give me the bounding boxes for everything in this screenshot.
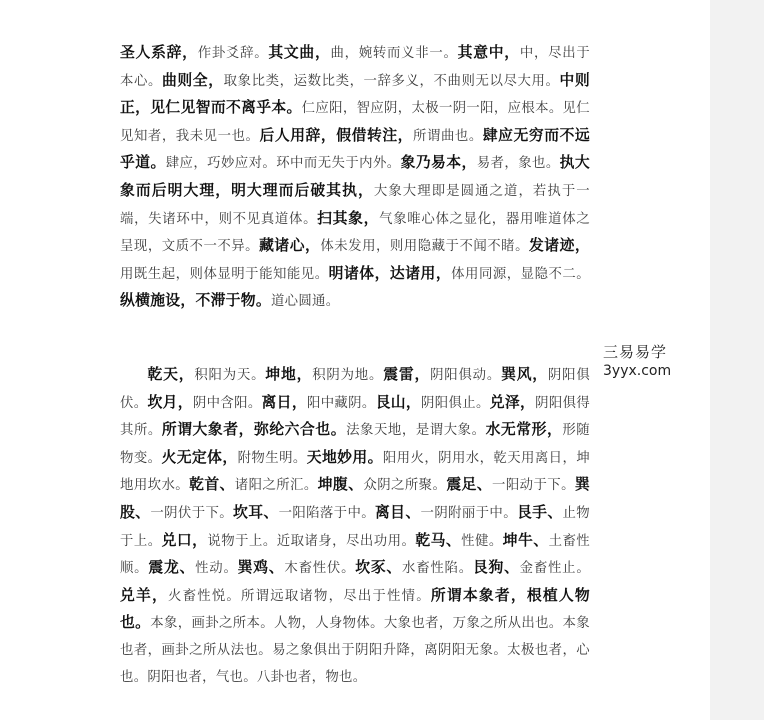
bold-phrase: 其文曲， xyxy=(268,44,331,61)
commentary-text: 止物于上。 xyxy=(120,505,590,549)
bold-phrase: 震雷， xyxy=(383,366,431,383)
commentary-text: 积阳为天。 xyxy=(194,368,266,383)
bold-phrase: 兑羊， xyxy=(120,586,169,604)
commentary-text: 一阴伏于下。 xyxy=(150,505,234,521)
commentary-text: 肆应，巧妙应对。环中而无失于内外。 xyxy=(165,156,401,172)
commentary-text: 火畜性悦。所谓远取诸物，尽出于性情。 xyxy=(168,588,431,604)
bold-phrase: 乾马、 xyxy=(415,531,462,549)
bold-phrase: 圣人系辞， xyxy=(120,44,198,61)
bold-phrase: 扫其象， xyxy=(317,209,380,227)
commentary-text: 大象大理即是圆通之道，若执于一端，失诸环中，则不见真道体。 xyxy=(120,183,590,227)
bold-phrase: 曲则全， xyxy=(162,71,224,89)
bold-phrase: 艮山， xyxy=(375,393,422,411)
bold-phrase: 坤牛、 xyxy=(502,531,549,549)
commentary-text: 阴阳俱伏。 xyxy=(120,368,591,411)
commentary-text: 一阴附丽于中。 xyxy=(420,505,517,521)
commentary-text: 体用同源，显隐不二。 xyxy=(451,266,591,282)
bold-phrase: 藏诸心， xyxy=(259,237,321,255)
commentary-text: 阳中藏阴。 xyxy=(306,395,376,411)
commentary-text: 一阳陷落于中。 xyxy=(278,505,375,521)
commentary-text: 仁应阳，智应阴，太极一阴一阳，应根本。见仁见知者，我未见一也。 xyxy=(120,101,590,144)
bold-phrase: 坎豕、 xyxy=(355,559,403,577)
commentary-text: 取象比类，运数比类，一辞多义，不曲则无以尽大用。 xyxy=(223,73,560,89)
commentary-text: 阴阳俱止。 xyxy=(421,395,490,411)
bold-phrase: 兑口， xyxy=(161,531,208,549)
bold-phrase: 发诸迹， xyxy=(528,237,591,255)
commentary-text: 气象唯心体之显化，器用唯道体之呈现，文质不一不异。 xyxy=(120,211,591,255)
commentary-text: 所谓曲也。 xyxy=(413,128,483,144)
bold-phrase: 离日， xyxy=(261,393,307,411)
commentary-text: 土畜性顺。 xyxy=(120,533,590,577)
commentary-text: 木畜性伏。 xyxy=(284,561,356,577)
commentary-text: 性健。 xyxy=(461,533,503,549)
bold-phrase: 执大象而后明大理，明大理而后破其执， xyxy=(120,154,590,199)
bold-phrase: 水无常形， xyxy=(485,421,563,439)
watermark-title: 三易易学 xyxy=(603,343,668,361)
paragraph-2 xyxy=(120,362,590,691)
bold-phrase: 纵横施设，不滞于物。 xyxy=(120,292,271,310)
bold-phrase: 离目、 xyxy=(375,503,421,521)
paragraph-1 xyxy=(120,40,590,316)
right-margin-strip xyxy=(710,0,764,720)
commentary-text: 阳用火，阴用水，乾天用离日，坤地用坎水。 xyxy=(120,450,591,494)
bold-phrase: 其意中， xyxy=(457,44,520,61)
bold-phrase: 艮手、 xyxy=(516,503,563,521)
bold-phrase: 乾首、 xyxy=(189,476,235,494)
bold-phrase: 艮狗、 xyxy=(472,559,520,577)
commentary-text: 积阴为地。 xyxy=(312,368,384,383)
commentary-text: 金畜性止。 xyxy=(519,561,591,577)
commentary-text: 用既生起，则体显明于能知能见。 xyxy=(120,266,329,282)
commentary-text: 水畜性陷。 xyxy=(402,561,473,577)
commentary-text: 道心圆通。 xyxy=(270,294,340,310)
bold-phrase: 中则正，见仁见智而不离乎本。 xyxy=(120,71,590,117)
commentary-text: 法象天地，是谓大象。 xyxy=(346,423,486,439)
watermark-url: 3yyx.com xyxy=(603,363,672,379)
bold-phrase: 巽股、 xyxy=(120,476,591,521)
bold-phrase: 坤地， xyxy=(265,366,313,383)
commentary-text: 中，尽出于本心。 xyxy=(120,46,591,89)
bold-phrase: 明诸体，达诸用， xyxy=(328,264,452,282)
bold-phrase: 天地妙用。 xyxy=(306,448,383,466)
commentary-text: 阴阳俱动。 xyxy=(430,368,502,383)
bold-phrase: 乾天， xyxy=(147,366,195,383)
commentary-text: 作卦爻辞。 xyxy=(197,46,269,61)
bold-phrase: 震足、 xyxy=(446,476,492,494)
bold-phrase: 所谓本象者，根植人物也。 xyxy=(120,586,590,632)
commentary-text: 阴阳俱得其所。 xyxy=(120,395,591,439)
bold-phrase: 巽鸡、 xyxy=(237,559,285,577)
commentary-text: 一阳动于下。 xyxy=(492,478,575,494)
commentary-text: 形随物变。 xyxy=(120,423,590,466)
commentary-text: 附物生明。 xyxy=(237,450,307,466)
commentary-text: 性动。 xyxy=(195,561,238,577)
bold-phrase: 巽风， xyxy=(501,366,548,383)
bold-phrase: 兑泽， xyxy=(489,393,536,411)
commentary-text: 阴中含阳。 xyxy=(192,395,262,411)
commentary-text: 本象，画卦之所本。人物，人身物体。大象也者，万象之所从出也。本象也者，画卦之所从法也。易之象俱出于阴阳升降，离阴阳无象。太极也者，心也。阴阳也者，气也。八卦也者，物也。 xyxy=(120,616,590,685)
commentary-text: 曲，婉转而义非一。 xyxy=(330,46,458,61)
bold-phrase: 假借转注， xyxy=(336,126,414,144)
commentary-text: 说物于上。近取诸身，尽出功用。 xyxy=(207,533,416,549)
bold-phrase: 坎耳、 xyxy=(233,503,279,521)
bold-phrase: 象乃易本， xyxy=(400,154,477,172)
bold-phrase: 震龙、 xyxy=(148,559,196,577)
bold-phrase: 火无定体， xyxy=(161,448,238,466)
bold-phrase: 肆应无穷而不远乎道。 xyxy=(120,126,591,172)
bold-phrase: 坤腹、 xyxy=(317,476,364,494)
commentary-text: 诸阳之所汇。 xyxy=(234,478,318,494)
commentary-text: 体未发用，则用隐藏于不闻不睹。 xyxy=(320,239,529,255)
bold-phrase: 坎月， xyxy=(147,393,193,411)
commentary-text: 易者，象也。 xyxy=(476,156,560,172)
bold-phrase: 后人用辞， xyxy=(259,126,337,144)
bold-phrase: 所谓大象者，弥纶六合也。 xyxy=(161,421,347,439)
commentary-text: 众阴之所聚。 xyxy=(363,478,447,494)
